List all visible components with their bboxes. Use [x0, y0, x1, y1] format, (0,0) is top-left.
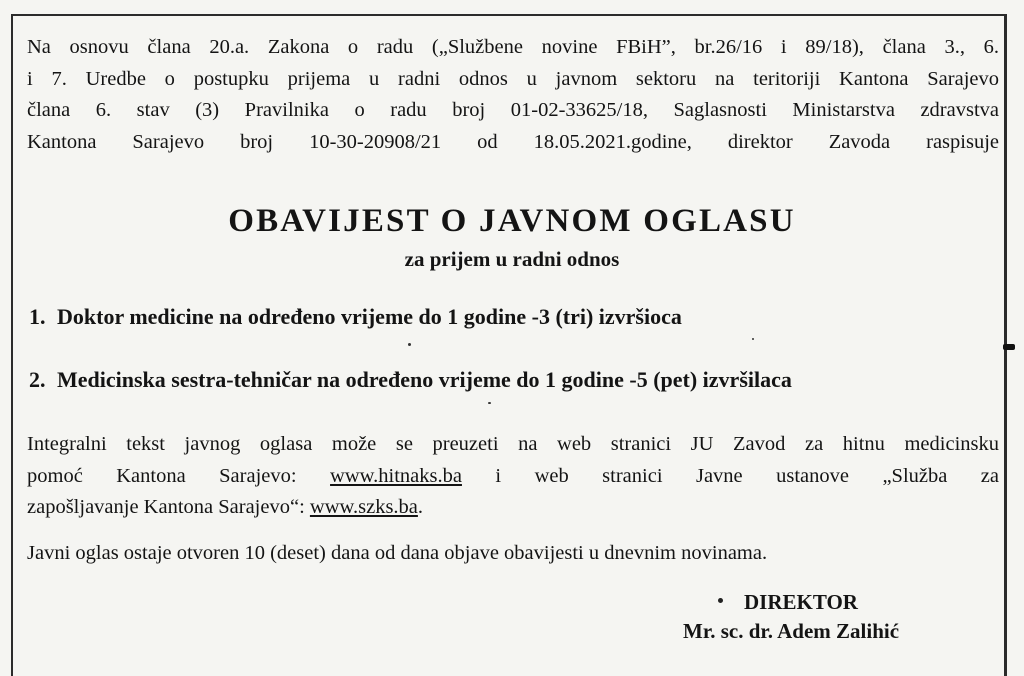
print-speck — [408, 343, 411, 346]
closing-paragraph: Javni oglas ostaje otvoren 10 (deset) dana od dana objave obavijesti u dnevnim novinama. — [27, 542, 768, 564]
position-number: 2. — [29, 367, 46, 392]
position-item — [29, 304, 682, 330]
intro-line: člana 6. stav (3) Pravilnika o radu broj 01-02-33625/18, Saglasnosti Ministarstva zdravstva — [27, 99, 999, 121]
integral-text: . — [417, 496, 424, 518]
integral-line — [27, 492, 999, 524]
print-speck — [488, 402, 491, 404]
intro-paragraph — [27, 32, 999, 158]
notice-title: OBAVIJEST O JAVNOM OGLASU — [228, 203, 796, 239]
edge-mark — [1003, 344, 1015, 350]
signature-dot — [718, 598, 723, 603]
position-text: Medicinska sestra-tehničar na određeno vrijeme do 1 godine -5 (pet) izvršilaca — [57, 367, 792, 392]
integral-text: zapošljavanje Kantona Sarajevo“: — [27, 496, 310, 518]
signature-name: Mr. sc. dr. Adem Zalihić — [683, 619, 900, 643]
notice-subtitle: za prijem u radni odnos — [404, 247, 620, 271]
integral-line: Integralni tekst javnog oglasa može se preuzeti na web stranici JU Zavod za hitnu medicinsku — [27, 433, 999, 455]
position-number: 1. — [29, 304, 46, 329]
szks-link[interactable]: www.szks.ba — [309, 496, 418, 518]
integral-text: i web stranici Javne ustanove „Služba za — [461, 464, 999, 487]
hitnaks-link[interactable]: www.hitnaks.ba — [330, 464, 462, 487]
signature-title: DIREKTOR — [744, 590, 858, 614]
integral-text: pomoć Kantona Sarajevo: — [27, 464, 331, 487]
integral-text-paragraph — [27, 429, 999, 524]
integral-line — [27, 461, 999, 493]
intro-line: i 7. Uredbe o postupku prijema u radni odnos u javnom sektoru na teritoriji Kantona Sarajevo — [27, 67, 999, 90]
position-text: Doktor medicine na određeno vrijeme do 1 godine -3 (tri) izvršioca — [57, 304, 682, 329]
intro-line: Kantona Sarajevo broj 10-30-20908/21 od 18.05.2021.godine, direktor Zavoda raspisuje — [27, 130, 999, 153]
intro-line: Na osnovu člana 20.a. Zakona o radu („Službene novine FBiH”, br.26/16 i 89/18), člana 3., 6. — [27, 36, 999, 58]
print-speck — [752, 338, 754, 340]
position-item — [29, 367, 792, 393]
